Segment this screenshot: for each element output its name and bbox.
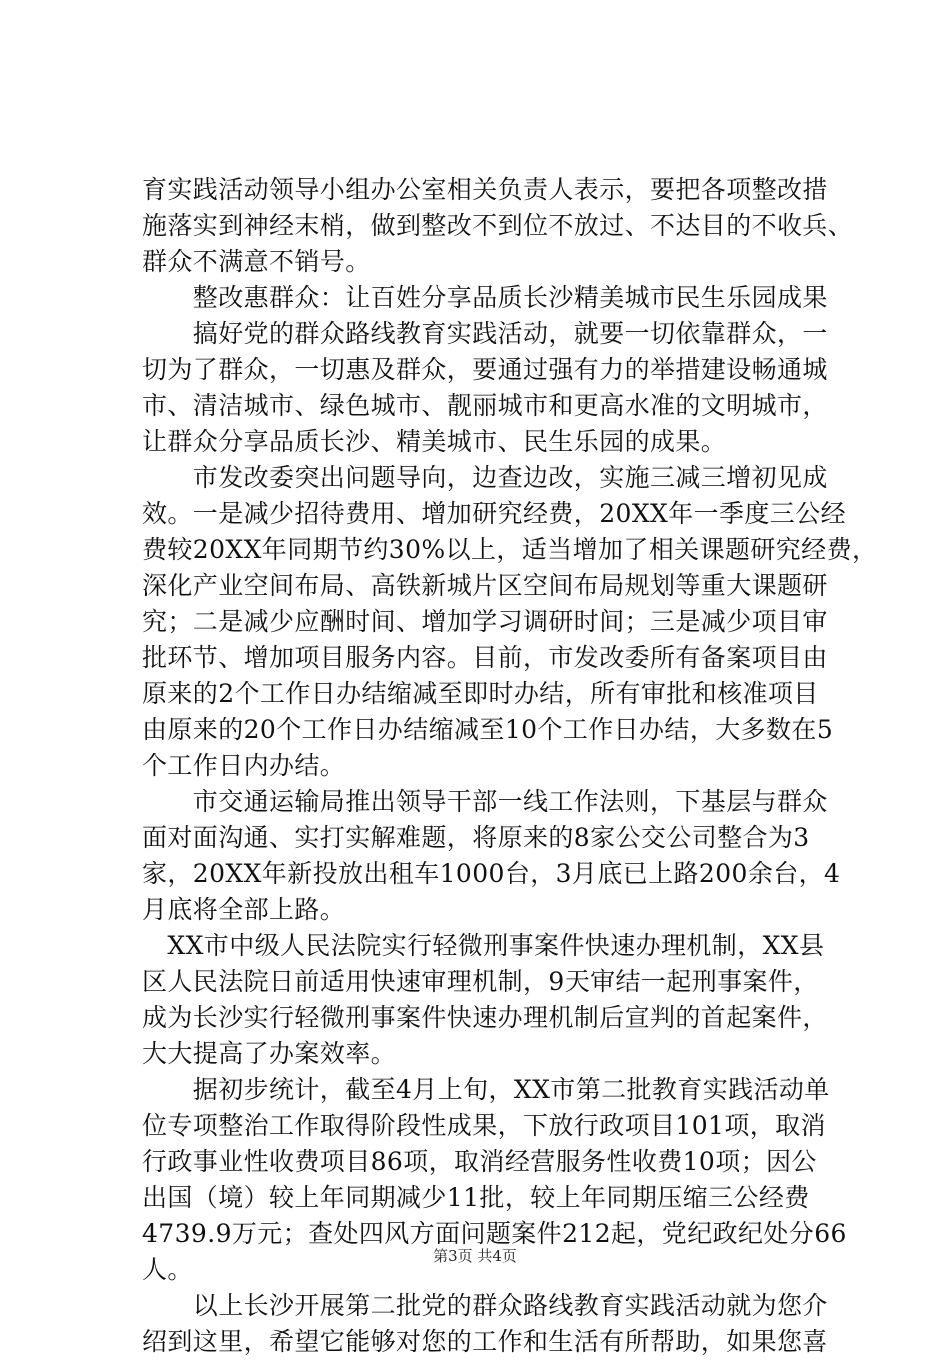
text-line: 家，20XX年新投放出租车1000台，3月底已上路200余台，4 [142,859,841,888]
text-line: 4739.9万元；查处四风方面问题案件212起，党纪政纪处分66 [142,1219,847,1248]
text-line: 搞好党的群众路线教育实践活动，就要一切依靠群众，一 [142,319,828,348]
text-line: XX市中级人民法院实行轻微刑事案件快速办理机制，XX县 [142,931,825,960]
text-line: 批环节、增加项目服务内容。目前，市发改委所有备案项目由 [142,643,828,672]
text-line: 行政事业性收费项目86项，取消经营服务性收费10项；因公 [142,1147,817,1176]
text-line: 市、清洁城市、绿色城市、靓丽城市和更高水准的文明城市， [142,391,828,420]
text-line: 育实践活动领导小组办公室相关负责人表示，要把各项整改措 [142,175,828,204]
text-line: 面对面沟通、实打实解难题，将原来的8家公交公司整合为3 [142,823,810,852]
page-number-footer: 第3页 共4页 [433,1247,517,1265]
text-line: 费较20XX年同期节约30%以上，适当增加了相关课题研究经费， [142,535,878,564]
text-line: 月底将全部上路。 [142,895,346,924]
text-line: 究；二是减少应酬时间、增加学习调研时间；三是减少项目审 [142,607,828,636]
text-line: 整改惠群众：让百姓分享品质长沙精美城市民生乐园成果 [142,283,828,312]
text-line: 成为长沙实行轻微刑事案件快速办理机制后宣判的首起案件， [142,1003,828,1032]
text-line: 大大提高了办案效率。 [142,1039,397,1068]
text-line: 施落实到神经末梢，做到整改不到位不放过、不达目的不收兵、 [142,211,854,240]
text-line: 让群众分享品质长沙、精美城市、民生乐园的成果。 [142,427,727,456]
text-line: 群众不满意不销号。 [142,247,371,276]
text-line: 以上长沙开展第二批党的群众路线教育实践活动就为您介 [142,1291,828,1320]
text-line: 市交通运输局推出领导干部一线工作法则，下基层与群众 [142,787,828,816]
text-line: 市发改委突出问题导向，边查边改，实施三减三增初见成 [142,463,828,492]
text-line: 由原来的20个工作日办结缩减至10个工作日办结，大多数在5 [142,715,834,744]
text-line: 人。 [142,1255,193,1284]
text-line: 个工作日内办结。 [142,751,346,780]
text-line: 深化产业空间布局、高铁新城片区空间布局规划等重大课题研 [142,571,828,600]
text-line: 区人民法院日前适用快速审理机制，9天审结一起刑事案件， [142,967,819,996]
text-line: 出国（境）较上年同期减少11批，较上年同期压缩三公经费 [142,1183,810,1212]
text-line: 位专项整治工作取得阶段性成果，下放行政项目101项，取消 [142,1111,826,1140]
text-line: 原来的2个工作日办结缩减至即时办结，所有审批和核准项目 [142,679,819,708]
text-line: 据初步统计，截至4月上旬，XX市第二批教育实践活动单 [142,1075,830,1104]
text-line: 效。一是减少招待费用、增加研究经费，20XX年一季度三公经 [142,499,847,528]
text-line: 切为了群众，一切惠及群众，要通过强有力的举措建设畅通城 [142,355,828,384]
text-line: 绍到这里，希望它能够对您的工作和生活有所帮助，如果您喜 [142,1327,828,1356]
